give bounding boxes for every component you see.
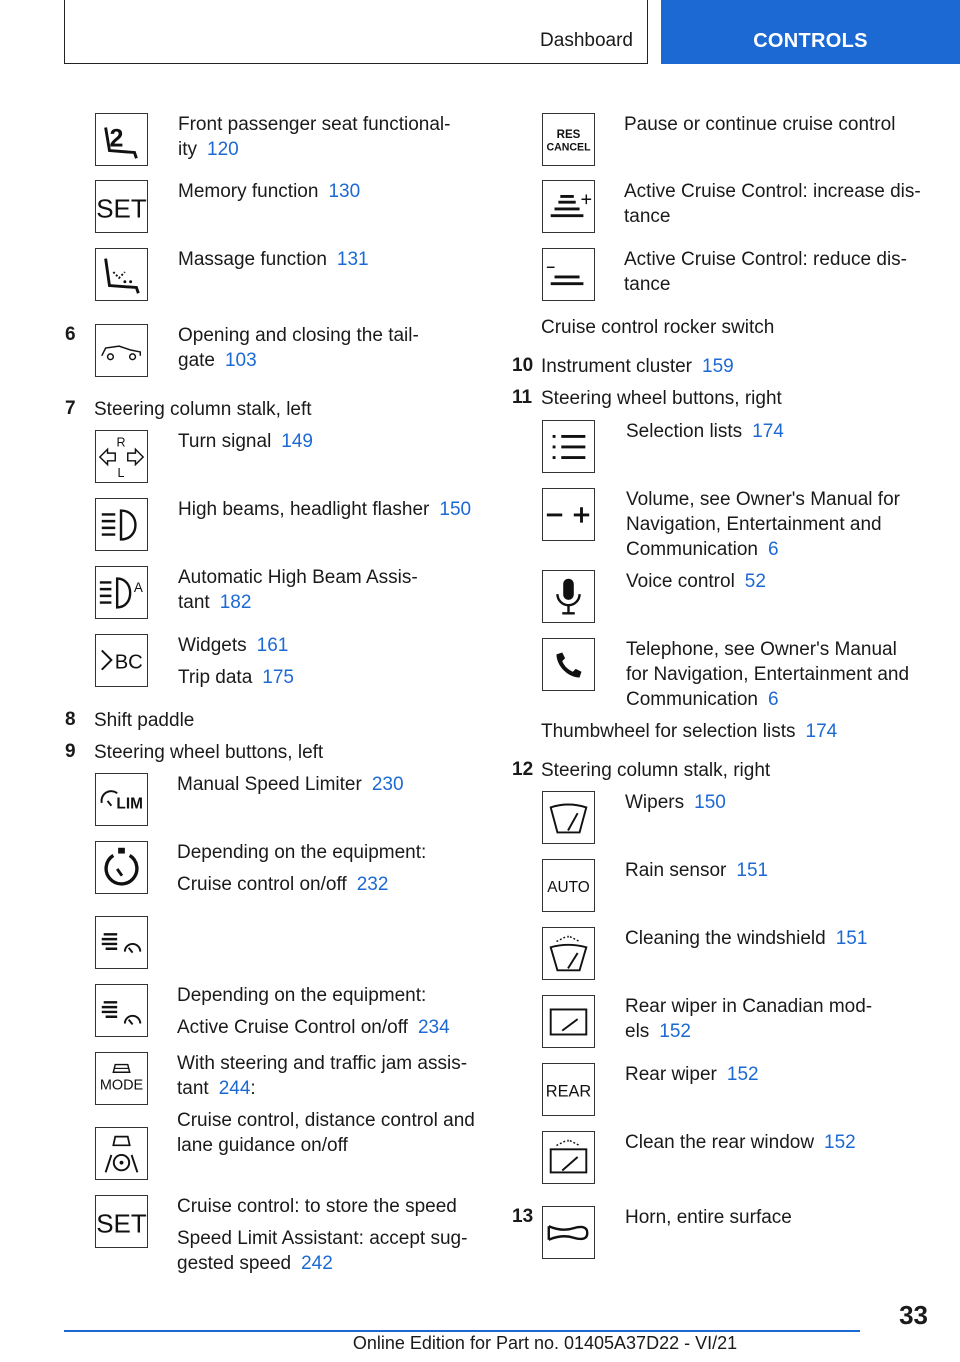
rain-sensor-icon <box>542 859 595 912</box>
entry-text: Thumbwheel for selection lists <box>541 721 796 742</box>
windshield-washer-icon <box>542 927 595 980</box>
active-cruise-control-entry <box>177 983 450 1040</box>
page-reference-link[interactable]: 52 <box>744 571 766 592</box>
entry-text: Depending on the equipment: <box>177 985 427 1006</box>
tailgate-car-icon <box>95 324 148 377</box>
entry-text: Depending on the equipment: <box>177 842 427 863</box>
svg-text:2: 2 <box>109 124 124 153</box>
increase-distance-icon <box>542 180 595 233</box>
page-number: 33 <box>899 1300 928 1330</box>
rear-icon-label: REAR <box>545 1082 592 1101</box>
turn-signal-r-label: R <box>116 435 126 450</box>
entry-text: Rain sensor <box>625 860 727 881</box>
item-number: 12 <box>512 759 534 780</box>
entry-text: Cleaning the windshield <box>625 928 826 949</box>
entry-text: Selection lists <box>626 421 743 442</box>
res-icon-label: RES <box>556 129 581 142</box>
active-cruise-control-icon <box>95 984 148 1037</box>
rear-wiper-canadian-entry <box>625 994 872 1044</box>
entry-text: tance <box>624 274 671 295</box>
entry-text: Voice control <box>626 571 735 592</box>
microphone-icon <box>542 570 595 623</box>
entry-text: Active Cruise Control: reduce dis- <box>624 249 907 270</box>
wipers-entry <box>625 790 726 815</box>
front-passenger-seat-entry <box>178 112 451 162</box>
wiper-icon <box>542 791 595 844</box>
cruise-control-entry <box>177 840 426 897</box>
item-number: 8 <box>65 709 76 730</box>
high-beam-assistant-entry <box>178 565 418 615</box>
rear-wiper-entry <box>625 1062 759 1087</box>
cancel-icon-label: CANCEL <box>546 141 591 154</box>
bc-icon-label: BC <box>114 651 143 674</box>
steering-assistant-icon <box>95 1127 148 1180</box>
entry-text: Rear wiper in Canadian mod- <box>625 996 873 1017</box>
entry-text: for Navigation, Entertainment and <box>626 664 910 685</box>
entry-text: Horn, entire surface <box>625 1207 792 1228</box>
entry-text: tance <box>624 206 671 227</box>
entry-text: lane guidance on/off <box>177 1135 348 1156</box>
thumbwheel-caption <box>541 719 837 744</box>
entry-text: Trip data <box>178 667 253 688</box>
page-reference-link[interactable]: 6 <box>768 689 779 710</box>
rear-window-washer-icon <box>542 1131 595 1184</box>
entry-text: High beams, headlight flasher <box>178 499 430 520</box>
page-reference-link[interactable]: 131 <box>336 249 369 270</box>
entry-text: tant <box>177 1078 209 1099</box>
entry-text: Navigation, Entertainment and <box>626 514 882 535</box>
rear-window-cleaning-entry <box>625 1130 856 1155</box>
page-reference-link[interactable]: 174 <box>805 721 838 742</box>
entry-text: Instrument cluster <box>541 356 692 377</box>
section-heading: Shift paddle <box>94 710 195 731</box>
item-number: 7 <box>65 398 76 419</box>
set-button-icon <box>95 1195 148 1248</box>
telephone-entry <box>626 637 909 712</box>
section-heading: Steering column stalk, right <box>541 760 771 781</box>
header-section-box <box>64 0 648 64</box>
item-number: 10 <box>512 355 534 376</box>
high-beam-a-label: A <box>133 580 143 596</box>
item-number: 11 <box>512 387 533 408</box>
entry-text: Rear wiper <box>625 1064 717 1085</box>
entry-text: Communication <box>626 689 758 710</box>
header-section-title: Dashboard <box>540 30 633 51</box>
page-reference-link[interactable]: 152 <box>659 1021 691 1042</box>
entry-text: Turn signal <box>178 431 272 452</box>
windshield-cleaning-entry <box>625 926 867 951</box>
page-reference-link[interactable]: 161 <box>256 635 289 656</box>
turn-signal-entry <box>178 429 313 454</box>
page-reference-link[interactable]: 152 <box>726 1064 759 1085</box>
entry-text: Front passenger seat functional- <box>178 114 451 135</box>
entry-text: Telephone, see Owner's Manual <box>626 639 897 660</box>
entry-text: Cruise control on/off <box>177 874 347 895</box>
reduce-distance-entry <box>624 247 907 297</box>
page-reference-link[interactable]: 150 <box>439 499 472 520</box>
entry-text: Opening and closing the tail- <box>178 325 419 346</box>
horn-icon <box>542 1206 595 1259</box>
page-reference-link[interactable]: 234 <box>417 1017 450 1038</box>
footer-edition: Online Edition for Part no. 01405A37D22 - VI/21 <box>352 1333 738 1353</box>
volume-entry <box>626 487 900 562</box>
entry-text: Cruise control: to store the speed <box>177 1196 457 1217</box>
page-reference-link[interactable]: 242 <box>301 1253 333 1274</box>
selection-lists-entry <box>626 419 784 444</box>
page-reference-link[interactable]: 152 <box>824 1132 856 1153</box>
header-chapter-title: CONTROLS <box>753 30 868 52</box>
store-speed-entry <box>177 1194 467 1276</box>
list-icon <box>542 420 595 473</box>
entry-text: Active Cruise Control on/off <box>177 1017 408 1038</box>
footer-divider <box>64 1330 860 1332</box>
set-button-icon <box>95 180 148 233</box>
massage-function-entry <box>178 247 369 272</box>
section-heading <box>541 354 734 379</box>
entry-text: gested speed <box>177 1253 292 1274</box>
header-chapter-tab <box>661 0 960 64</box>
front-passenger-seat-icon <box>95 113 148 166</box>
steering-assistant-entry: With steering and traffic jam assis- tant 244: Cruise control, distance control and lane guidance on/off <box>177 1053 475 1156</box>
increase-distance-entry <box>624 179 921 229</box>
page-reference-link[interactable]: 130 <box>328 181 361 202</box>
entry-text: ity <box>178 139 197 160</box>
voice-control-entry <box>626 569 766 594</box>
entry-text: Massage function <box>178 249 327 270</box>
telephone-icon <box>542 638 595 691</box>
horn-entry <box>625 1205 792 1230</box>
section-heading: Steering wheel buttons, right <box>541 388 782 409</box>
memory-function-entry <box>178 179 360 204</box>
mode-button-icon <box>95 1052 148 1105</box>
page-reference-link[interactable]: 230 <box>371 774 404 795</box>
page-reference-link[interactable]: 103 <box>224 350 257 371</box>
auto-icon-label: AUTO <box>547 878 590 896</box>
high-beams-entry <box>178 497 471 522</box>
item-number: 13 <box>512 1206 534 1227</box>
entry-text: Automatic High Beam Assis- <box>178 567 418 588</box>
pause-cruise-entry <box>624 112 895 137</box>
volume-icon <box>542 488 595 541</box>
massage-icon <box>95 248 148 301</box>
page-reference-link[interactable]: 151 <box>835 928 868 949</box>
page-reference-link[interactable]: 232 <box>356 874 389 895</box>
page-reference-link[interactable]: 151 <box>736 860 769 881</box>
entry-text: gate <box>178 350 215 371</box>
bc-button-icon <box>95 634 148 687</box>
speed-limiter-entry <box>177 772 404 797</box>
entry-text: Manual Speed Limiter <box>177 774 362 795</box>
widgets-entry <box>178 633 294 690</box>
page-reference-link[interactable]: 149 <box>281 431 313 452</box>
lim-icon-label: LIM <box>116 795 143 813</box>
entry-text: Wipers <box>625 792 685 813</box>
turn-signal-icon <box>95 430 148 483</box>
entry-text: With steering and traffic jam assis- <box>177 1053 468 1074</box>
entry-text: Clean the rear window <box>625 1132 815 1153</box>
page-reference-link[interactable]: 182 <box>219 592 252 613</box>
entry-text: tant <box>178 592 210 613</box>
page-reference-link[interactable]: 175 <box>262 667 294 688</box>
entry-text: Cruise control, distance control and <box>177 1110 475 1131</box>
page-reference-link[interactable]: 244 <box>218 1078 251 1099</box>
page-reference-link[interactable]: 6 <box>768 539 779 560</box>
entry-text: els <box>625 1021 650 1042</box>
entry-text: Volume, see Owner's Manual for <box>626 489 900 510</box>
cruise-control-icon <box>95 841 148 894</box>
mode-icon-label: MODE <box>99 1077 144 1094</box>
reduce-distance-icon <box>542 248 595 301</box>
entry-text: Memory function <box>178 181 319 202</box>
set-icon-label: SET <box>96 193 147 224</box>
page-reference-link[interactable]: 174 <box>752 421 784 442</box>
rear-wiper-icon <box>542 995 595 1048</box>
speed-limiter-icon <box>95 773 148 826</box>
section-heading: Steering column stalk, left <box>94 399 312 420</box>
page-reference-link[interactable]: 120 <box>207 139 239 160</box>
rocker-switch-caption: Cruise control rocker switch <box>541 317 775 338</box>
high-beam-icon <box>95 498 148 551</box>
entry-text: Pause or continue cruise control <box>624 114 896 135</box>
entry-text: Speed Limit Assistant: accept sug- <box>177 1228 468 1249</box>
entry-text: Communication <box>626 539 758 560</box>
section-heading: Steering wheel buttons, left <box>94 742 324 763</box>
tailgate-entry <box>178 323 419 373</box>
active-cruise-control-icon <box>95 916 148 969</box>
entry-text: Widgets <box>178 635 247 656</box>
item-number: 9 <box>65 741 76 762</box>
rain-sensor-entry <box>625 858 768 883</box>
high-beam-assistant-icon <box>95 566 148 619</box>
item-number: 6 <box>65 324 76 345</box>
page-reference-link[interactable]: 159 <box>702 356 734 377</box>
page-reference-link[interactable]: 150 <box>694 792 726 813</box>
turn-signal-l-label: L <box>117 466 125 481</box>
res-cancel-button-icon <box>542 113 595 166</box>
set-icon-label: SET <box>96 1208 147 1239</box>
rear-wiper-button-icon <box>542 1063 595 1116</box>
entry-text: Active Cruise Control: increase dis- <box>624 181 921 202</box>
